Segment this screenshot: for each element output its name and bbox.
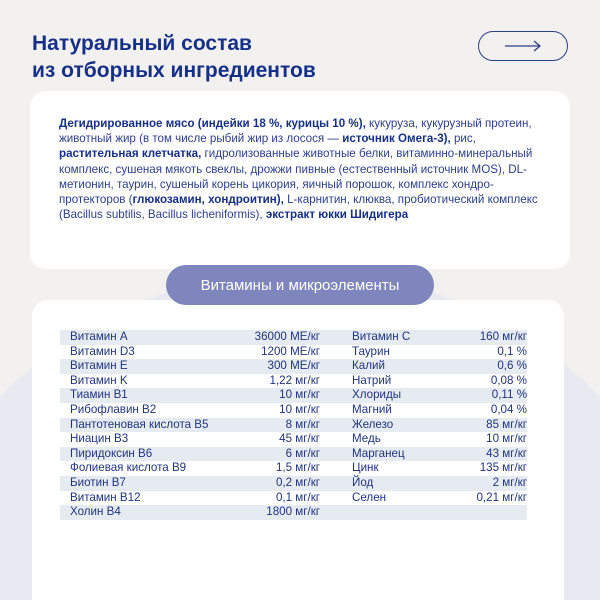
nutrient-value: 10 мг/кг — [279, 402, 320, 416]
ingredient-highlight: Дегидрированное мясо (индейки 18 %, курицы 10 %), — [59, 117, 366, 130]
table-row — [60, 476, 527, 491]
table-row — [60, 403, 527, 418]
table-row — [60, 330, 527, 345]
title-line-1: Натуральный состав — [32, 32, 252, 55]
next-button[interactable] — [478, 31, 568, 61]
nutrient-name: Йод — [352, 475, 374, 489]
nutrient-name: Витамин D3 — [70, 344, 135, 358]
nutrient-name: Таурин — [352, 344, 390, 358]
title-line-2: из отборных ингредиентов — [32, 59, 316, 82]
nutrient-name: Витамин A — [70, 330, 128, 343]
nutrient-value: 10 мг/кг — [486, 432, 527, 446]
nutrient-value: 160 мг/кг — [479, 330, 527, 343]
nutrient-value: 0,2 мг/кг — [275, 475, 320, 489]
nutrient-value: 0,1 мг/кг — [275, 490, 320, 504]
nutrient-value: 1800 мг/кг — [266, 505, 320, 519]
nutrient-name: Железо — [352, 417, 394, 431]
nutrient-value: 0,08 % — [490, 373, 527, 387]
nutrient-value: 43 мг/кг — [486, 446, 527, 460]
ingredient-highlight: растительная клетчатка, — [59, 147, 202, 161]
page-title — [32, 30, 316, 84]
nutrient-name: Цинк — [352, 461, 379, 475]
ingredient-highlight: глюкозамин, хондроитин), — [132, 193, 284, 207]
nutrient-name: Марганец — [352, 446, 405, 460]
nutrient-value: 1,5 мг/кг — [275, 461, 320, 475]
nutrient-value: 0,04 % — [490, 402, 527, 416]
nutrient-name: Магний — [352, 402, 392, 416]
table-row — [60, 345, 527, 360]
vitamins-card — [32, 300, 564, 600]
nutrient-name: Селен — [352, 490, 387, 504]
section-label: Витамины и микроэлементы — [200, 276, 400, 294]
ingredients-card — [30, 91, 570, 269]
table-row — [60, 491, 527, 506]
table-row — [60, 505, 527, 520]
ingredient-text: рис, — [450, 132, 476, 146]
ingredient-text: L-карнитин, клюква, пробиотический комплекс (Bacillus subtilis, Bacillus licheniformis), — [59, 193, 538, 222]
table-row — [60, 374, 527, 389]
nutrient-value: 45 мг/кг — [279, 432, 320, 446]
ingredient-text: гидролизованные животные белки, витаминно-минеральный комплекс, сушеная мякоть свеклы, дрожжи пивные (естественный источник MOS), DL-метионин, таурин, сушеный корень цикория, яичный порошок, комплекс хондро-протекторов ( — [59, 147, 533, 207]
nutrient-value: 36000 МЕ/кг — [254, 330, 320, 343]
nutrient-name: Пиридоксин B6 — [70, 446, 153, 460]
nutrient-name: Медь — [352, 432, 381, 446]
table-row — [60, 359, 527, 374]
nutrient-value: 0,21 мг/кг — [476, 490, 527, 504]
table-row — [60, 447, 527, 462]
nutrient-value: 135 мг/кг — [479, 461, 527, 475]
nutrient-name: Натрий — [352, 373, 392, 387]
nutrient-value: 8 мг/кг — [285, 417, 320, 431]
nutrient-value: 1200 МЕ/кг — [261, 344, 320, 358]
ingredients-text — [59, 116, 549, 222]
vitamins-table — [60, 330, 527, 520]
nutrient-name: Витамин B12 — [70, 490, 141, 504]
nutrient-value: 2 мг/кг — [492, 475, 527, 489]
nutrient-value: 0,6 % — [497, 359, 527, 373]
nutrient-name: Холин B4 — [70, 505, 121, 519]
table-row — [60, 461, 527, 476]
nutrient-value: 85 мг/кг — [486, 417, 527, 431]
table-row — [60, 418, 527, 433]
nutrient-name: Витамин K — [70, 373, 128, 387]
nutrient-value: 0,1 % — [497, 344, 527, 358]
nutrient-name: Витамин E — [70, 359, 128, 373]
nutrient-value: 0,11 % — [491, 388, 527, 402]
nutrient-value — [440, 505, 527, 520]
nutrient-name: Фолиевая кислота B9 — [70, 461, 187, 475]
nutrient-name: Витамин C — [352, 330, 411, 343]
ingredient-highlight: источник Омега-3), — [342, 132, 451, 146]
nutrient-value: 6 мг/кг — [285, 446, 320, 460]
table-row — [60, 432, 527, 447]
section-label-pill — [166, 265, 434, 305]
nutrient-name — [320, 505, 440, 520]
nutrient-name: Тиамин B1 — [70, 388, 128, 402]
nutrient-name: Биотин B7 — [70, 475, 126, 489]
table-row — [60, 388, 527, 403]
arrow-right-icon — [504, 40, 542, 52]
nutrient-name: Рибофлавин B2 — [70, 402, 157, 416]
nutrient-value: 300 МЕ/кг — [267, 359, 320, 373]
nutrient-value: 10 мг/кг — [279, 388, 320, 402]
nutrient-name: Пантотеновая кислота B5 — [70, 417, 209, 431]
nutrient-name: Ниацин B3 — [70, 432, 129, 446]
nutrient-name: Калий — [352, 359, 385, 373]
nutrient-value: 1,22 мг/кг — [269, 373, 320, 387]
ingredient-highlight: экстракт юкки Шидигера — [265, 208, 409, 222]
nutrient-name: Хлориды — [352, 388, 402, 402]
ingredient-text: кукуруза, кукурузный протеин, животный жир (в том числе рыбий жир из лосося — — [59, 117, 532, 146]
